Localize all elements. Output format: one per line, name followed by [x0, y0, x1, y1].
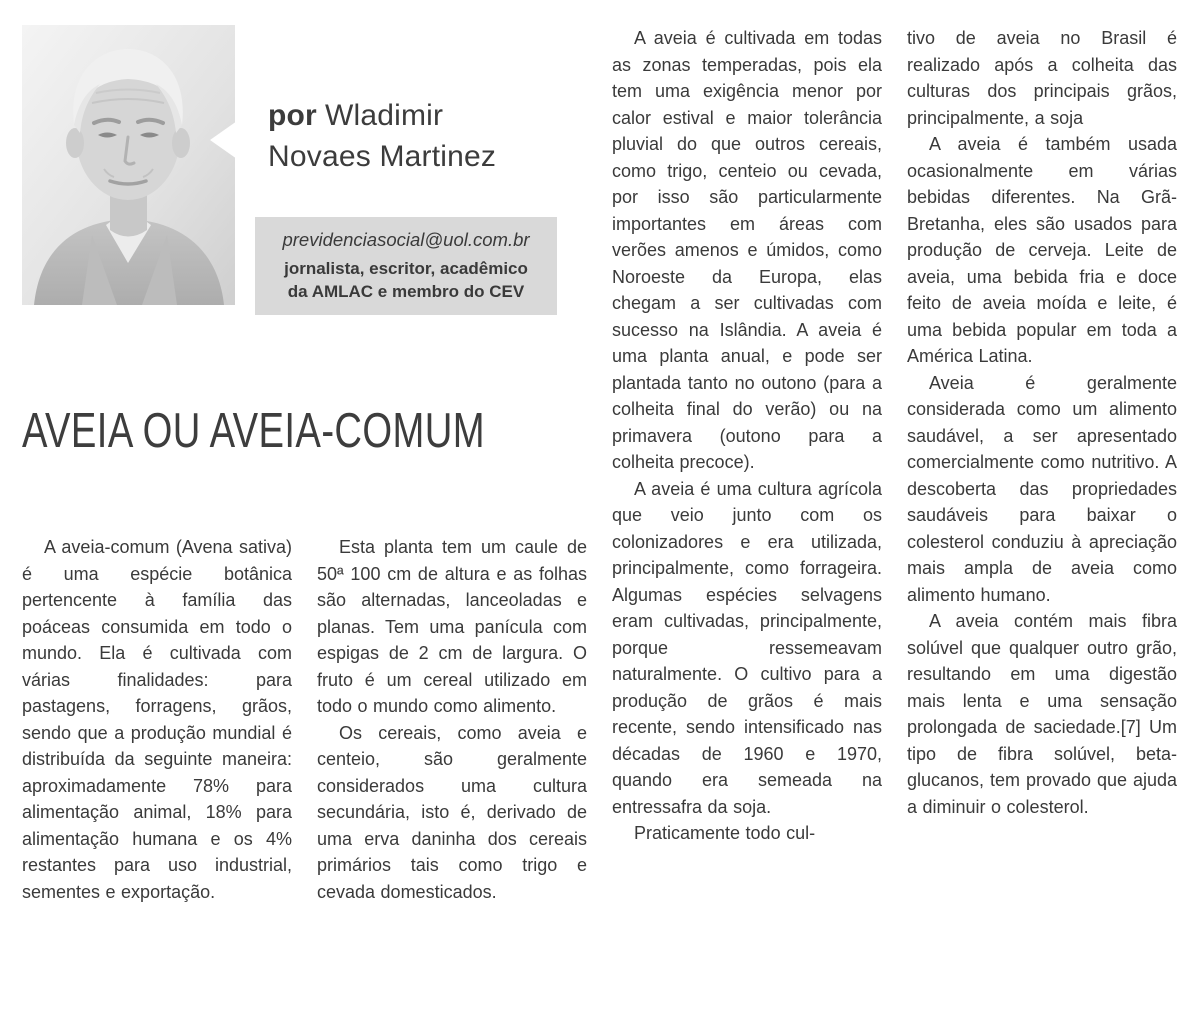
left-section	[22, 25, 587, 1008]
paragraph: Aveia é geralmente considerada como um alimento saudável, a ser apresentado comercialmente como nutritivo. A descoberta das propriedades saudáveis para baixar o colesterol conduziu à apreciação mais ampla de aveia como alimento humano.	[907, 372, 1177, 605]
byline-line1	[268, 95, 496, 136]
article-header	[22, 25, 587, 337]
text-column-2	[317, 534, 587, 905]
body-columns-left	[22, 534, 587, 905]
paragraph: A aveia é uma cultura agrícola que veio junto com os colonizadores e era utilizada, principalmente, como forrageira. Algumas espécies selvagens eram cultivadas, principalmente, porque ressemeavam naturalmente. O cultivo para a produção de grãos é mais recente, sendo intensificado nas décadas de 1960 e 1970, quando era semeada na entressafra da soja.	[612, 478, 882, 817]
paragraph: Os cereais, como aveia e centeio, são geralmente considerados uma cultura secundária, isto é, derivado de uma erva daninha dos cereais primários tais como trigo e cevada domesticados.	[317, 722, 587, 902]
text-column-3	[612, 25, 882, 1008]
paragraph: tivo de aveia no Brasil é realizado após a colheita das culturas dos principais grãos, principalmente, a soja	[907, 28, 1177, 128]
author-contact-box	[255, 217, 557, 315]
author-photo-illustration	[22, 25, 235, 305]
author-role-line1: jornalista, escritor, acadêmico	[284, 259, 528, 278]
paragraph: A aveia contém mais fibra solúvel que qualquer outro grão, resultando em uma digestão mais lenta e uma sensação prolongada de saciedade.[7] Um tipo de fibra solúvel, beta-glucanos, tem provado que ajuda a diminuir o colesterol.	[907, 611, 1177, 817]
text-column-4	[907, 25, 1177, 1008]
paragraph: Esta planta tem um caule de 50ª 100 cm de altura e as folhas são alternadas, lanceoladas e planas. Tem uma panícula com espigas de 2 cm de largura. O fruto é um cereal utilizado em todo o mundo como alimento.	[317, 537, 587, 716]
author-role-line2: da AMLAC e membro do CEV	[287, 282, 525, 301]
author-email: previdenciasocial@uol.com.br	[282, 229, 530, 250]
paragraph: A aveia-comum (Avena sativa) é uma espécie botânica pertencente à família das poáceas consumida em todo o mundo. Ela é cultivada com várias finalidades: para pastagens, forragens, grãos, sendo que a produção mundial é distribuída da seguinte maneira: aproximadamente 78% para alimentação animal, 18% para alimentação humana e os 4% restantes para uso industrial, sementes e exportação.	[22, 537, 292, 902]
byline	[268, 95, 496, 177]
byline-prefix: por	[268, 99, 317, 132]
byline-last-name: Novaes Martinez	[268, 140, 497, 173]
byline-first-name: Wladimir	[324, 99, 444, 132]
paragraph: Praticamente todo cul-	[634, 823, 816, 843]
author-photo	[22, 25, 235, 305]
article-headline: AVEIA OU AVEIA-COMUM	[22, 404, 485, 458]
paragraph: A aveia é cultivada em todas as zonas temperadas, pois ela tem uma exigência menor por calor estival e maior tolerância pluvial do que outros cereais, como trigo, centeio ou cevada, por isso são particularmente importantes em áreas com verões amenos e úmidos, como Noroeste da Europa, elas chegam a ser cultivadas com sucesso na Islândia. A aveia é uma planta anual, e pode ser plantada tanto no outono (para a colheita final do verão) ou na primavera (outono para a colheita precoce).	[612, 28, 882, 472]
text-column-1	[22, 534, 292, 905]
paragraph: A aveia é também usada ocasionalmente em várias bebidas diferentes. Na Grã-Bretanha, eles são usados para produção de cerveja. Leite de aveia, uma bebida fria e doce feito de aveia moída e leite, é uma bebida popular em toda a América Latina.	[907, 134, 1177, 366]
byline-pointer-icon	[210, 121, 237, 159]
